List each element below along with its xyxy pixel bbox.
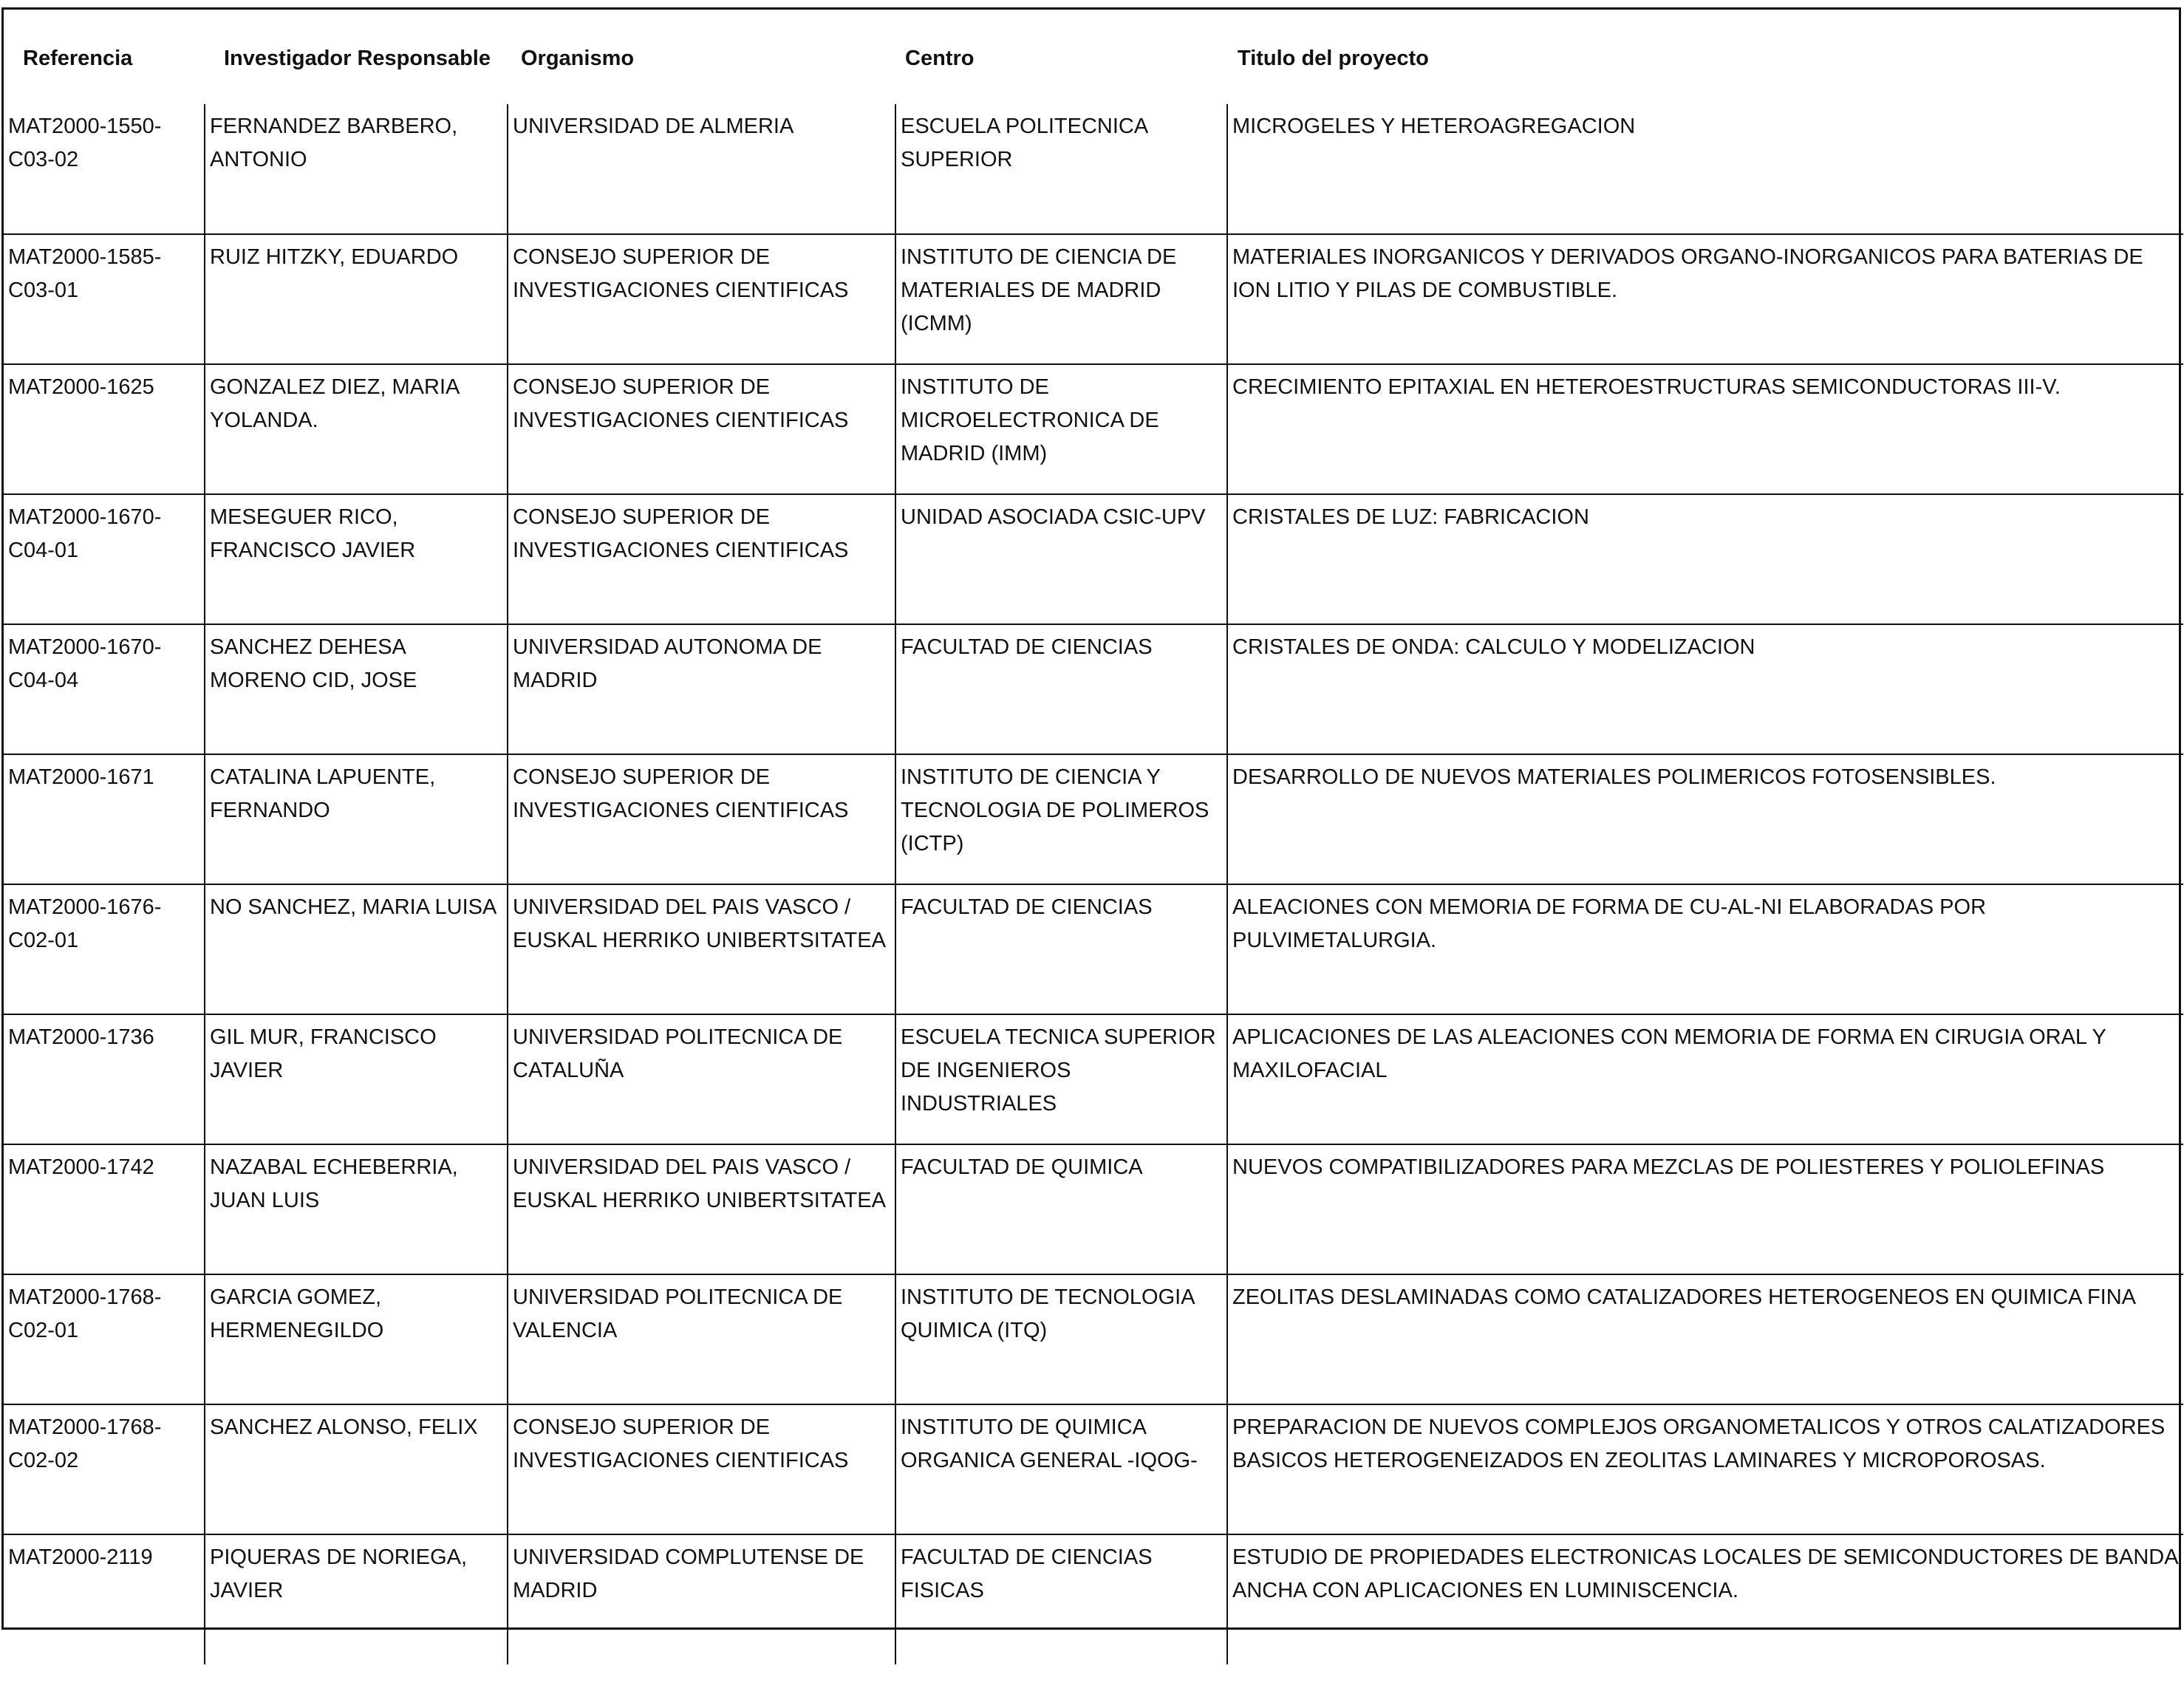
header-organismo: Organismo xyxy=(521,47,635,70)
cell-centro: FACULTAD DE CIENCIAS xyxy=(895,884,1227,1014)
cell-investigador: PIQUERAS DE NORIEGA, JAVIER xyxy=(205,1534,508,1664)
cell-referencia: MAT2000-1768-C02-01 xyxy=(4,1274,205,1404)
cell-titulo: DESARROLLO DE NUEVOS MATERIALES POLIMERICOS FOTOSENSIBLES. xyxy=(1227,754,2183,884)
cell-referencia: MAT2000-1768-C02-02 xyxy=(4,1404,205,1534)
cell-organismo: UNIVERSIDAD DEL PAIS VASCO / EUSKAL HERRIKO UNIBERTSITATEA xyxy=(508,884,895,1014)
table-row xyxy=(4,1144,2183,1274)
cell-referencia: MAT2000-1550-C03-02 xyxy=(4,104,205,234)
cell-centro: FACULTAD DE CIENCIAS xyxy=(895,624,1227,754)
table-body xyxy=(4,104,2183,1664)
cell-referencia: MAT2000-1670-C04-01 xyxy=(4,494,205,624)
cell-organismo: UNIVERSIDAD DEL PAIS VASCO / EUSKAL HERRIKO UNIBERTSITATEA xyxy=(508,1144,895,1274)
cell-investigador: NAZABAL ECHEBERRIA, JUAN LUIS xyxy=(205,1144,508,1274)
cell-investigador: SANCHEZ DEHESA MORENO CID, JOSE xyxy=(205,624,508,754)
table-row xyxy=(4,884,2183,1014)
cell-titulo: CRISTALES DE ONDA: CALCULO Y MODELIZACION xyxy=(1227,624,2183,754)
cell-investigador: RUIZ HITZKY, EDUARDO xyxy=(205,234,508,364)
cell-organismo: UNIVERSIDAD AUTONOMA DE MADRID xyxy=(508,624,895,754)
cell-titulo: NUEVOS COMPATIBILIZADORES PARA MEZCLAS DE POLIESTERES Y POLIOLEFINAS xyxy=(1227,1144,2183,1274)
table-row xyxy=(4,754,2183,884)
cell-centro: FACULTAD DE QUIMICA xyxy=(895,1144,1227,1274)
cell-investigador: GIL MUR, FRANCISCO JAVIER xyxy=(205,1014,508,1144)
table-row xyxy=(4,624,2183,754)
cell-organismo: UNIVERSIDAD COMPLUTENSE DE MADRID xyxy=(508,1534,895,1664)
cell-titulo: ALEACIONES CON MEMORIA DE FORMA DE CU-AL-NI ELABORADAS POR PULVIMETALURGIA. xyxy=(1227,884,2183,1014)
table-row xyxy=(4,1404,2183,1534)
cell-centro: INSTITUTO DE QUIMICA ORGANICA GENERAL -IQOG- xyxy=(895,1404,1227,1534)
cell-referencia: MAT2000-1742 xyxy=(4,1144,205,1274)
cell-centro: ESCUELA TECNICA SUPERIOR DE INGENIEROS INDUSTRIALES xyxy=(895,1014,1227,1144)
cell-titulo: APLICACIONES DE LAS ALEACIONES CON MEMORIA DE FORMA EN CIRUGIA ORAL Y MAXILOFACIAL xyxy=(1227,1014,2183,1144)
cell-titulo: MATERIALES INORGANICOS Y DERIVADOS ORGANO-INORGANICOS PARA BATERIAS DE ION LITIO Y PILAS DE COMBUSTIBLE. xyxy=(1227,234,2183,364)
cell-organismo: UNIVERSIDAD DE ALMERIA xyxy=(508,104,895,234)
header-referencia: Referencia xyxy=(23,47,133,70)
cell-centro: INSTITUTO DE CIENCIA Y TECNOLOGIA DE POLIMEROS (ICTP) xyxy=(895,754,1227,884)
cell-organismo: CONSEJO SUPERIOR DE INVESTIGACIONES CIENTIFICAS xyxy=(508,1404,895,1534)
cell-centro: INSTITUTO DE CIENCIA DE MATERIALES DE MADRID (ICMM) xyxy=(895,234,1227,364)
cell-organismo: UNIVERSIDAD POLITECNICA DE VALENCIA xyxy=(508,1274,895,1404)
cell-referencia: MAT2000-1671 xyxy=(4,754,205,884)
cell-organismo: CONSEJO SUPERIOR DE INVESTIGACIONES CIENTIFICAS xyxy=(508,754,895,884)
header-centro: Centro xyxy=(905,47,975,70)
cell-investigador: SANCHEZ ALONSO, FELIX xyxy=(205,1404,508,1534)
cell-investigador: CATALINA LAPUENTE, FERNANDO xyxy=(205,754,508,884)
cell-investigador: GARCIA GOMEZ, HERMENEGILDO xyxy=(205,1274,508,1404)
table-row xyxy=(4,104,2183,234)
cell-organismo: CONSEJO SUPERIOR DE INVESTIGACIONES CIENTIFICAS xyxy=(508,494,895,624)
cell-titulo: PREPARACION DE NUEVOS COMPLEJOS ORGANOMETALICOS Y OTROS CALATIZADORES BASICOS HETEROGENEIZADOS EN ZEOLITAS LAMINARES Y MICROPOROSAS. xyxy=(1227,1404,2183,1534)
cell-titulo: MICROGELES Y HETEROAGREGACION xyxy=(1227,104,2183,234)
cell-centro: FACULTAD DE CIENCIAS FISICAS xyxy=(895,1534,1227,1664)
cell-referencia: MAT2000-1736 xyxy=(4,1014,205,1144)
cell-investigador: GONZALEZ DIEZ, MARIA YOLANDA. xyxy=(205,364,508,494)
table-header xyxy=(4,10,2183,104)
table-row xyxy=(4,364,2183,494)
cell-centro: INSTITUTO DE MICROELECTRONICA DE MADRID (IMM) xyxy=(895,364,1227,494)
cell-investigador: MESEGUER RICO, FRANCISCO JAVIER xyxy=(205,494,508,624)
cell-centro: ESCUELA POLITECNICA SUPERIOR xyxy=(895,104,1227,234)
cell-titulo: ZEOLITAS DESLAMINADAS COMO CATALIZADORES HETEROGENEOS EN QUIMICA FINA xyxy=(1227,1274,2183,1404)
project-table-sheet xyxy=(1,7,2181,1630)
projects-table xyxy=(4,104,2183,1664)
cell-titulo: ESTUDIO DE PROPIEDADES ELECTRONICAS LOCALES DE SEMICONDUCTORES DE BANDA ANCHA CON APLICACIONES EN LUMINISCENCIA. xyxy=(1227,1534,2183,1664)
cell-referencia: MAT2000-2119 xyxy=(4,1534,205,1664)
header-investigador: Investigador Responsable xyxy=(224,47,491,70)
cell-investigador: NO SANCHEZ, MARIA LUISA xyxy=(205,884,508,1014)
cell-centro: UNIDAD ASOCIADA CSIC-UPV xyxy=(895,494,1227,624)
cell-titulo: CRISTALES DE LUZ: FABRICACION xyxy=(1227,494,2183,624)
cell-organismo: UNIVERSIDAD POLITECNICA DE CATALUÑA xyxy=(508,1014,895,1144)
cell-centro: INSTITUTO DE TECNOLOGIA QUIMICA (ITQ) xyxy=(895,1274,1227,1404)
header-titulo: Titulo del proyecto xyxy=(1238,47,1429,70)
cell-referencia: MAT2000-1676-C02-01 xyxy=(4,884,205,1014)
table-row xyxy=(4,1534,2183,1664)
table-row xyxy=(4,1014,2183,1144)
table-row xyxy=(4,1274,2183,1404)
cell-investigador: FERNANDEZ BARBERO, ANTONIO xyxy=(205,104,508,234)
cell-referencia: MAT2000-1625 xyxy=(4,364,205,494)
table-row xyxy=(4,494,2183,624)
cell-organismo: CONSEJO SUPERIOR DE INVESTIGACIONES CIENTIFICAS xyxy=(508,364,895,494)
table-row xyxy=(4,234,2183,364)
cell-organismo: CONSEJO SUPERIOR DE INVESTIGACIONES CIENTIFICAS xyxy=(508,234,895,364)
cell-titulo: CRECIMIENTO EPITAXIAL EN HETEROESTRUCTURAS SEMICONDUCTORAS III-V. xyxy=(1227,364,2183,494)
cell-referencia: MAT2000-1670-C04-04 xyxy=(4,624,205,754)
cell-referencia: MAT2000-1585-C03-01 xyxy=(4,234,205,364)
